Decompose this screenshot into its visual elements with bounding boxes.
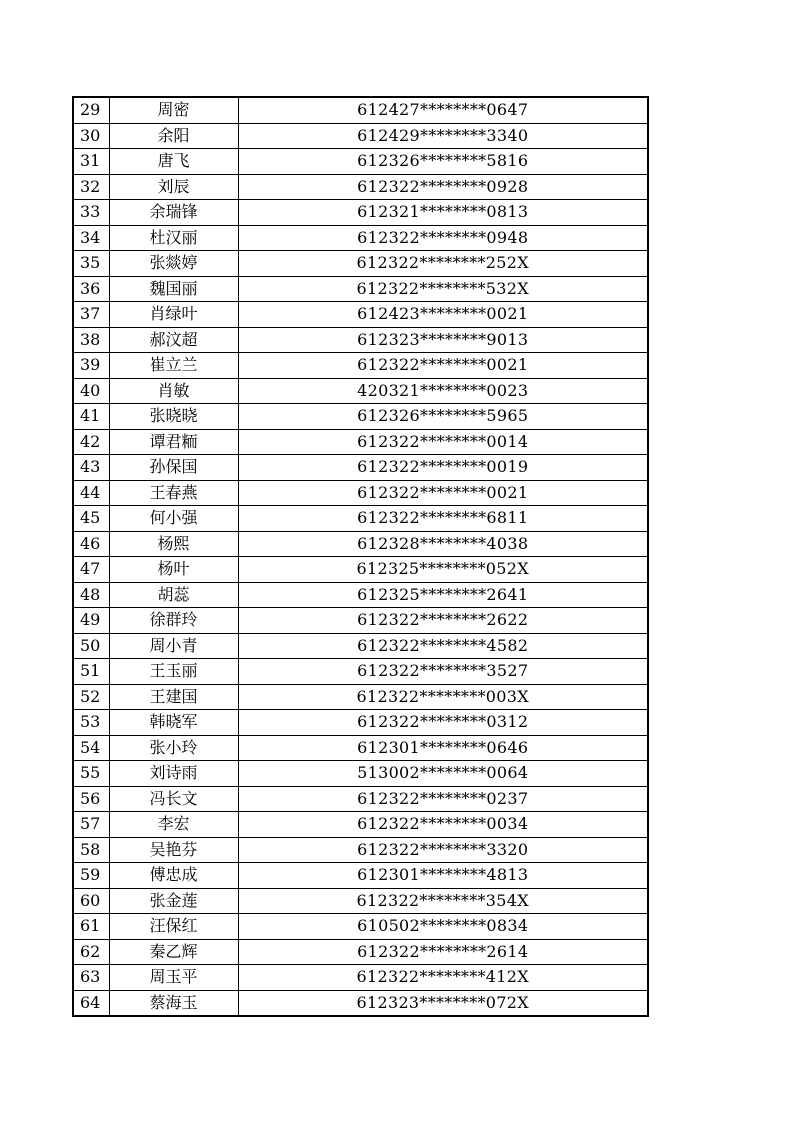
id-number: 612322********4582 [238,633,648,659]
id-number: 612322********532X [238,276,648,302]
table-row [73,174,648,200]
person-name: 刘诗雨 [109,761,238,787]
row-number: 49 [73,608,109,634]
table-row [73,837,648,863]
person-name: 张小玲 [109,735,238,761]
person-name: 王春燕 [109,480,238,506]
person-name: 冯长文 [109,786,238,812]
person-name: 张燚婷 [109,251,238,277]
id-number: 612321********0813 [238,200,648,226]
table-row [73,786,648,812]
id-number: 612423********0021 [238,302,648,328]
row-number: 58 [73,837,109,863]
id-number: 612323********9013 [238,327,648,353]
table-row [73,276,648,302]
row-number: 52 [73,684,109,710]
table-row [73,506,648,532]
table-row [73,710,648,736]
row-number: 50 [73,633,109,659]
table-row [73,455,648,481]
person-name: 张晓晓 [109,404,238,430]
row-number: 40 [73,378,109,404]
roster-table-body [73,97,648,1016]
person-name: 张金莲 [109,888,238,914]
id-number: 612322********354X [238,888,648,914]
id-number: 612322********412X [238,965,648,991]
row-number: 62 [73,939,109,965]
table-row [73,97,648,123]
id-number: 612427********0647 [238,97,648,123]
id-number: 612326********5965 [238,404,648,430]
table-row [73,761,648,787]
id-number: 612326********5816 [238,149,648,175]
row-number: 56 [73,786,109,812]
table-row [73,659,648,685]
row-number: 61 [73,914,109,940]
id-number: 513002********0064 [238,761,648,787]
roster-table [72,96,649,1017]
table-row [73,684,648,710]
row-number: 36 [73,276,109,302]
id-number: 612322********0021 [238,353,648,379]
row-number: 30 [73,123,109,149]
table-row [73,608,648,634]
id-number: 612322********2622 [238,608,648,634]
person-name: 崔立兰 [109,353,238,379]
id-number: 612322********6811 [238,506,648,532]
person-name: 周玉平 [109,965,238,991]
person-name: 孙保国 [109,455,238,481]
row-number: 42 [73,429,109,455]
row-number: 43 [73,455,109,481]
id-number: 420321********0023 [238,378,648,404]
table-row [73,429,648,455]
id-number: 612322********3527 [238,659,648,685]
person-name: 余阳 [109,123,238,149]
person-name: 吴艳芬 [109,837,238,863]
id-number: 612322********0928 [238,174,648,200]
table-row [73,480,648,506]
person-name: 徐群玲 [109,608,238,634]
table-row [73,353,648,379]
table-row [73,990,648,1016]
person-name: 秦乙辉 [109,939,238,965]
id-number: 612322********0237 [238,786,648,812]
row-number: 51 [73,659,109,685]
row-number: 34 [73,225,109,251]
id-number: 612322********0948 [238,225,648,251]
row-number: 59 [73,863,109,889]
table-row [73,557,648,583]
row-number: 32 [73,174,109,200]
id-number: 612322********0021 [238,480,648,506]
id-number: 612322********2614 [238,939,648,965]
id-number: 612322********252X [238,251,648,277]
id-number: 612301********4813 [238,863,648,889]
row-number: 46 [73,531,109,557]
person-name: 蔡海玉 [109,990,238,1016]
person-name: 杨熙 [109,531,238,557]
person-name: 余瑞锋 [109,200,238,226]
id-number: 612322********0014 [238,429,648,455]
table-row [73,149,648,175]
table-row [73,404,648,430]
person-name: 魏国丽 [109,276,238,302]
person-name: 刘辰 [109,174,238,200]
table-row [73,914,648,940]
table-row [73,582,648,608]
row-number: 57 [73,812,109,838]
person-name: 周小青 [109,633,238,659]
person-name: 傅忠成 [109,863,238,889]
table-row [73,225,648,251]
row-number: 64 [73,990,109,1016]
person-name: 郝汶超 [109,327,238,353]
person-name: 杨叶 [109,557,238,583]
person-name: 胡蕊 [109,582,238,608]
id-number: 612322********0034 [238,812,648,838]
table-row [73,378,648,404]
person-name: 汪保红 [109,914,238,940]
table-row [73,888,648,914]
table-row [73,812,648,838]
person-name: 肖绿叶 [109,302,238,328]
id-number: 610502********0834 [238,914,648,940]
person-name: 唐飞 [109,149,238,175]
person-name: 何小强 [109,506,238,532]
table-row [73,531,648,557]
id-number: 612325********2641 [238,582,648,608]
id-number: 612325********052X [238,557,648,583]
row-number: 55 [73,761,109,787]
table-row [73,251,648,277]
table-row [73,939,648,965]
row-number: 45 [73,506,109,532]
person-name: 李宏 [109,812,238,838]
id-number: 612323********072X [238,990,648,1016]
table-row [73,633,648,659]
person-name: 谭君粫 [109,429,238,455]
table-row [73,302,648,328]
row-number: 39 [73,353,109,379]
id-number: 612322********3320 [238,837,648,863]
row-number: 37 [73,302,109,328]
person-name: 周密 [109,97,238,123]
row-number: 44 [73,480,109,506]
id-number: 612429********3340 [238,123,648,149]
row-number: 31 [73,149,109,175]
person-name: 韩晓军 [109,710,238,736]
id-number: 612322********003X [238,684,648,710]
table-row [73,965,648,991]
row-number: 38 [73,327,109,353]
table-row [73,200,648,226]
row-number: 48 [73,582,109,608]
person-name: 王玉丽 [109,659,238,685]
row-number: 54 [73,735,109,761]
row-number: 33 [73,200,109,226]
table-row [73,863,648,889]
id-number: 612322********0312 [238,710,648,736]
row-number: 63 [73,965,109,991]
table-row [73,735,648,761]
table-row [73,327,648,353]
id-number: 612322********0019 [238,455,648,481]
row-number: 60 [73,888,109,914]
person-name: 杜汉丽 [109,225,238,251]
row-number: 41 [73,404,109,430]
id-number: 612301********0646 [238,735,648,761]
person-name: 肖敏 [109,378,238,404]
row-number: 35 [73,251,109,277]
row-number: 53 [73,710,109,736]
row-number: 29 [73,97,109,123]
id-number: 612328********4038 [238,531,648,557]
table-row [73,123,648,149]
row-number: 47 [73,557,109,583]
person-name: 王建国 [109,684,238,710]
